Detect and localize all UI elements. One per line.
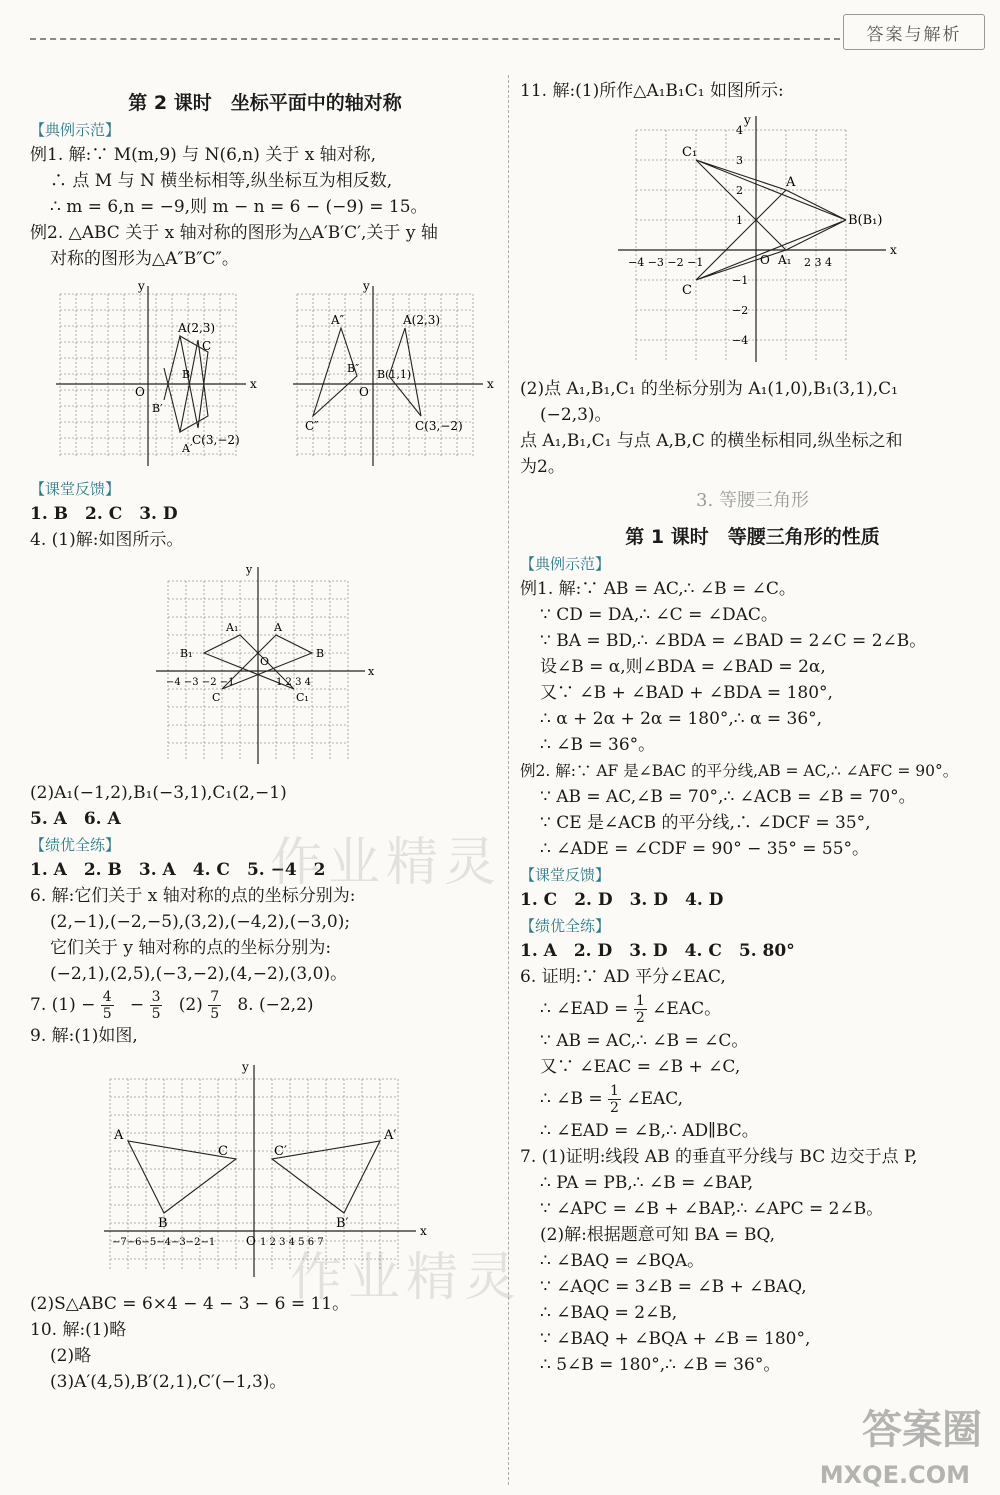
fraction <box>101 989 114 1022</box>
text-line: ∴ ∠BAQ = 2∠B, <box>540 1303 678 1323</box>
text-line: 6. 解:它们关于 x 轴对称的点的坐标分别为: <box>30 886 356 906</box>
text-line: 它们关于 y 轴对称的点的坐标分别为: <box>50 938 332 958</box>
text-line: (−2,1),(2,5),(−3,−2),(4,−2),(3,0)。 <box>50 964 348 984</box>
q7-line <box>30 987 500 1023</box>
svg-text:1 2 3 4 5 6 7: 1 2 3 4 5 6 7 <box>260 1237 324 1248</box>
svg-text:B₁: B₁ <box>180 647 193 660</box>
svg-text:x: x <box>420 1224 427 1238</box>
text-line: 又∵ ∠B + ∠BAD + ∠BDA = 180°, <box>540 683 833 703</box>
svg-text:C: C <box>681 283 692 298</box>
text-line: 7. (1)证明:线段 AB 的垂直平分线与 BC 边交于点 P, <box>520 1147 918 1167</box>
figure-q4 <box>150 559 380 774</box>
svg-text:A: A <box>785 175 795 190</box>
text-line: (2)S△ABC = 6×4 − 4 − 3 − 6 = 11。 <box>30 1294 350 1314</box>
section-tag: 【典例示范】 <box>30 121 121 139</box>
numerator: 4 <box>102 989 112 1005</box>
text-line: ∴ m = 6,n = −9,则 m − n = 6 − (−9) = 15。 <box>50 197 428 217</box>
text-line: (2)A₁(−1,2),B₁(−3,1),C₁(2,−1) <box>30 783 287 803</box>
svg-text:2 3 4: 2 3 4 <box>803 256 832 269</box>
fraction-line <box>520 990 985 1028</box>
svg-text:B: B <box>316 647 325 660</box>
svg-text:x: x <box>368 665 375 678</box>
text-line: (2,−1),(−2,−5),(3,2),(−4,2),(−3,0); <box>50 912 351 932</box>
watermark: 作业精灵 <box>290 1248 523 1308</box>
header-rule <box>30 38 840 40</box>
text-line: 5. A 6. A <box>30 809 121 829</box>
text-line: ∵ BA = BD,∴ ∠BDA = ∠BAD = 2∠C = 2∠B。 <box>540 631 927 651</box>
text-line: 1. A 2. B 3. A 4. C 5. −4 2 <box>30 860 326 880</box>
svg-text:O: O <box>246 1234 256 1248</box>
svg-text:−4 −3 −2 −1: −4 −3 −2 −1 <box>627 256 703 269</box>
svg-text:−4: −4 <box>731 334 748 347</box>
fraction <box>634 993 647 1026</box>
svg-text:x: x <box>250 377 257 391</box>
svg-text:A′: A′ <box>182 442 193 455</box>
text-line: 1. A 2. D 3. D 4. C 5. 80° <box>520 941 795 961</box>
svg-text:C₁: C₁ <box>681 145 697 160</box>
right-column <box>520 78 985 1378</box>
svg-text:C: C <box>218 1144 228 1159</box>
figure-ex2-right <box>275 276 500 476</box>
svg-text:A₁: A₁ <box>777 253 791 267</box>
text-line: (2)略 <box>50 1346 92 1366</box>
text-line: ∵ AB = AC,∴ ∠B = ∠C。 <box>540 1031 749 1051</box>
lesson-title: 第 2 课时 坐标平面中的轴对称 <box>128 92 402 114</box>
svg-text:x: x <box>487 377 494 391</box>
left-column <box>30 78 503 1395</box>
svg-text:1 2 3 4: 1 2 3 4 <box>276 677 311 688</box>
text-line: (3)A′(4,5),B′(2,1),C′(−1,3)。 <box>50 1372 287 1392</box>
fraction-line <box>520 1080 985 1118</box>
svg-text:C(3,−2): C(3,−2) <box>415 419 463 433</box>
text-span: ∠EAC, <box>626 1089 684 1109</box>
numerator: 1 <box>635 993 645 1009</box>
text-line: ∴ ∠B = 36°。 <box>540 735 656 755</box>
text-line: 例2. 解:∵ AF 是∠BAC 的平分线,AB = AC,∴ ∠AFC = 90°。 <box>520 762 959 780</box>
q7-text: (2) <box>178 995 203 1015</box>
svg-text:A(2,3): A(2,3) <box>403 313 441 327</box>
figure-q11 <box>608 110 898 370</box>
text-line: 1. B 2. C 3. D <box>30 504 178 524</box>
text-span: ∴ ∠EAD = <box>540 999 629 1019</box>
svg-text:O: O <box>359 385 369 399</box>
figure-ex2-left <box>30 276 255 476</box>
text-line: ∵ ∠BAQ + ∠BQA + ∠B = 180°, <box>540 1329 811 1349</box>
text-line: 1. C 2. D 3. D 4. D <box>520 890 724 910</box>
watermark: 作业精灵 <box>270 833 503 893</box>
text-line: 11. 解:(1)所作△A₁B₁C₁ 如图所示: <box>520 81 784 101</box>
svg-text:A(2,3): A(2,3) <box>178 321 216 335</box>
svg-text:y: y <box>242 1060 249 1074</box>
section-tag: 【典例示范】 <box>520 555 611 573</box>
site-url: MXQE.COM <box>819 1461 970 1489</box>
svg-text:x: x <box>889 243 897 257</box>
svg-text:y: y <box>138 279 145 293</box>
q8-text: 8. (−2,2) <box>237 995 314 1015</box>
svg-text:1: 1 <box>735 214 743 227</box>
text-line: 点 A₁,B₁,C₁ 与点 A,B,C 的横坐标相同,纵坐标之和 <box>520 431 903 451</box>
svg-text:A: A <box>114 1128 124 1143</box>
text-line: ∵ ∠AQC = 3∠B = ∠B + ∠BAQ, <box>540 1277 807 1297</box>
text-line: (2)解:根据题意可知 BA = BQ, <box>540 1225 776 1245</box>
text-line: ∵ ∠APC = ∠B + ∠BAP,∴ ∠APC = 2∠B。 <box>540 1199 884 1219</box>
svg-text:A₁: A₁ <box>226 621 239 634</box>
text-line: ∵ CD = DA,∴ ∠C = ∠DAC。 <box>540 605 778 625</box>
figure-pair <box>30 276 500 476</box>
denominator: 5 <box>151 1006 161 1022</box>
section-heading: 3. 等腰三角形 <box>696 490 809 511</box>
text-line: 对称的图形为△A″B″C″。 <box>50 249 239 269</box>
text-line: (2)点 A₁,B₁,C₁ 的坐标分别为 A₁(1,0),B₁(3,1),C₁ <box>520 379 898 399</box>
svg-text:B′: B′ <box>336 1216 349 1231</box>
numerator: 7 <box>210 989 220 1005</box>
text-line: 例1. 解:∵ AB = AC,∴ ∠B = ∠C。 <box>520 579 796 599</box>
text-line: 9. 解:(1)如图, <box>30 1026 138 1046</box>
text-line: ∵ CE 是∠ACB 的平分线,∴ ∠DCF = 35°, <box>540 813 871 833</box>
text-line: 例2. △ABC 关于 x 轴对称的图形为△A′B′C′,关于 y 轴 <box>30 223 438 243</box>
svg-text:2: 2 <box>735 184 743 197</box>
section-tag: 【课堂反馈】 <box>520 866 611 884</box>
fraction <box>608 1083 621 1116</box>
svg-text:y: y <box>743 113 751 127</box>
q7-text: 7. (1) − <box>30 995 96 1015</box>
svg-text:B′: B′ <box>152 402 163 415</box>
svg-text:C: C <box>212 691 221 704</box>
svg-text:C₁: C₁ <box>296 691 309 704</box>
text-span: ∴ ∠B = <box>540 1089 603 1109</box>
text-line: ∴ ∠ADE = ∠CDF = 90° − 35° = 55°。 <box>540 839 870 859</box>
svg-text:C(3,−2): C(3,−2) <box>192 433 240 447</box>
svg-text:y: y <box>246 563 253 576</box>
q7-text: − <box>129 995 145 1015</box>
text-line: 又∵ ∠EAC = ∠B + ∠C, <box>540 1057 741 1077</box>
lesson-title: 第 1 课时 等腰三角形的性质 <box>625 526 880 548</box>
svg-text:O: O <box>135 385 145 399</box>
site-logo: 答案圈 <box>862 1407 982 1453</box>
svg-text:B: B <box>158 1216 168 1231</box>
numerator: 3 <box>151 989 161 1005</box>
text-line: ∴ ∠BAQ = ∠BQA。 <box>540 1251 705 1271</box>
svg-text:−2: −2 <box>731 304 748 317</box>
svg-text:B(1,1): B(1,1) <box>377 368 412 381</box>
svg-text:C″: C″ <box>305 419 319 433</box>
svg-text:B: B <box>182 368 191 381</box>
section-tag: 【课堂反馈】 <box>30 480 121 498</box>
text-line: ∴ 点 M 与 N 横坐标相等,纵坐标互为相反数, <box>50 171 393 191</box>
svg-text:C′: C′ <box>274 1144 287 1159</box>
svg-text:A″: A″ <box>331 313 345 327</box>
denominator: 2 <box>610 1100 619 1116</box>
text-line: 4. (1)解:如图所示。 <box>30 530 184 550</box>
text-line: ∴ ∠EAD = ∠B,∴ AD∥BC。 <box>540 1121 759 1141</box>
text-line: ∵ AB = AC,∠B = 70°,∴ ∠ACB = ∠B = 70°。 <box>540 787 916 807</box>
svg-text:−1: −1 <box>731 274 748 287</box>
svg-text:C: C <box>202 339 212 353</box>
svg-text:−7−6−5−4−3−2−1: −7−6−5−4−3−2−1 <box>112 1237 216 1248</box>
svg-text:−4 −3 −2 −1: −4 −3 −2 −1 <box>166 677 235 688</box>
fraction <box>208 989 221 1022</box>
svg-text:O: O <box>759 253 770 267</box>
svg-text:B(B₁): B(B₁) <box>847 213 882 228</box>
section-tag: 【绩优全练】 <box>30 836 121 854</box>
svg-text:4: 4 <box>735 124 743 137</box>
fraction <box>150 989 163 1022</box>
text-line: 10. 解:(1)略 <box>30 1320 127 1340</box>
text-span: ∠EAC。 <box>652 999 722 1019</box>
svg-text:y: y <box>363 279 370 293</box>
header-title: 答案与解析 <box>843 14 985 50</box>
section-tag: 【绩优全练】 <box>520 917 611 935</box>
denominator: 5 <box>102 1006 112 1022</box>
text-line: ∴ α + 2α + 2α = 180°,∴ α = 36°, <box>540 709 823 729</box>
denominator: 5 <box>210 1006 220 1022</box>
text-line: ∴ PA = PB,∴ ∠B = ∠BAP, <box>540 1173 754 1193</box>
text-line: ∴ 5∠B = 180°,∴ ∠B = 36°。 <box>540 1355 781 1375</box>
text-line: (−2,3)。 <box>540 405 612 425</box>
text-line: 6. 证明:∵ AD 平分∠EAC, <box>520 967 726 987</box>
svg-text:A: A <box>274 621 282 634</box>
svg-text:O: O <box>260 655 270 668</box>
text-line: 例1. 解:∵ M(m,9) 与 N(6,n) 关于 x 轴对称, <box>30 145 377 165</box>
text-line: 设∠B = α,则∠BDA = ∠BAD = 2α, <box>540 657 826 677</box>
svg-text:B″: B″ <box>347 362 360 375</box>
text-line: 为2。 <box>520 457 565 477</box>
denominator: 2 <box>635 1010 645 1026</box>
svg-text:3: 3 <box>735 154 743 167</box>
numerator: 1 <box>610 1083 619 1099</box>
svg-text:A′: A′ <box>384 1128 397 1143</box>
